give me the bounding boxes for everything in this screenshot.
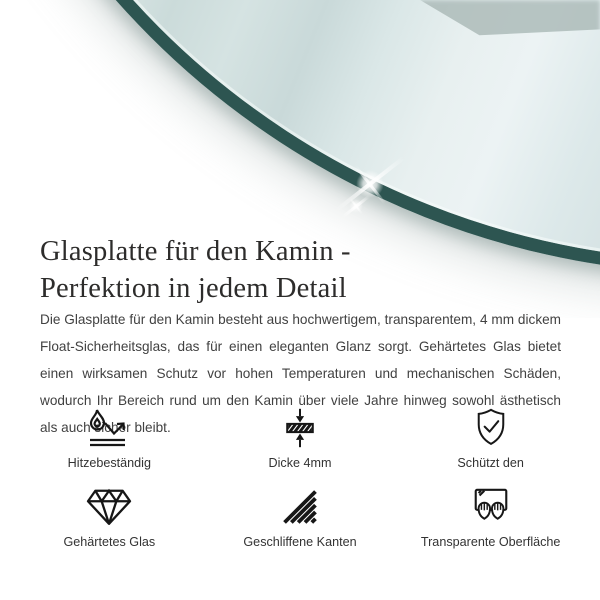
feature-heat-resistant <box>14 407 205 470</box>
feature-transparent-surface <box>395 486 586 549</box>
feature-grid <box>14 407 586 549</box>
page-title-line1: Glasplatte für den Kamin - <box>40 236 351 267</box>
thickness-4mm-icon <box>277 407 323 449</box>
feature-label: Dicke 4mm <box>268 456 332 470</box>
feature-label: Hitzebeständig <box>67 456 151 470</box>
feature-tempered-glass <box>14 486 205 549</box>
diamond-icon <box>83 486 135 528</box>
product-description: Die Glasplatte für den Kamin besteht aus hochwertigem, transparentem, 4 mm dickem Float-Sicherheitsglas, das für einen eleganten Glanz sorgt. Gehärtetes Glas bietet einen wirksamen Schutz vor hohen Temperaturen und mechanischen Schäden, wodurch Ihr Bereich rund um den Kamin über viele Jahre hinweg sowohl ästhetisch als auch sicher bleibt. <box>40 312 561 435</box>
feature-polished-edges <box>205 486 396 549</box>
hands-holding-glass-icon <box>462 486 520 528</box>
feature-protection <box>395 407 586 470</box>
polished-edges-icon <box>280 486 320 528</box>
page-title-line2: Perfektion in jedem Detail <box>40 273 347 304</box>
feature-label: Gehärtetes Glas <box>63 535 156 549</box>
feature-label: Schützt den <box>457 456 524 470</box>
feature-label: Transparente Oberfläche <box>420 535 561 549</box>
feature-label: Geschliffene Kanten <box>243 535 357 549</box>
heat-resistant-icon <box>79 407 139 449</box>
feature-thickness <box>205 407 396 470</box>
page-title <box>40 233 351 307</box>
shield-check-icon <box>471 407 511 449</box>
